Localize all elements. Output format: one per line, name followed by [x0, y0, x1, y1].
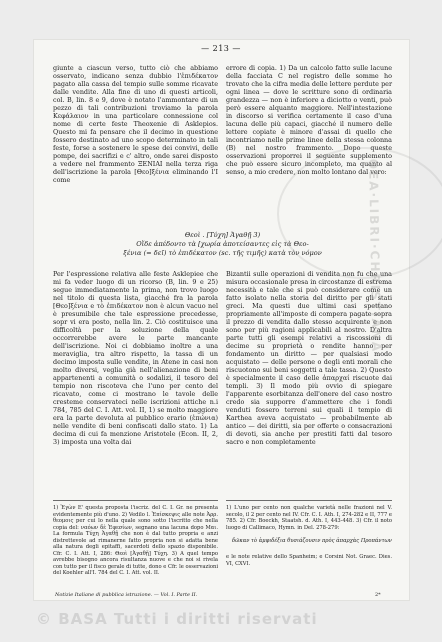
footnote-right-end: e le note relative dello Spanheim; e Corsini Not. Graec. Dies. VI, CXVI. — [226, 554, 392, 567]
right-column-top: errore di copia. 1) Da un calcolo fatto sulle lacune della facciata C nel registro delle somme ho trovato che la cifra media delle lettere perdute per ogni linea — dove le scritture sono di ordinaria grandezza — non è inferiore a diciotto o venti, può però essere alquanto maggiore. Nell'intestazione in discorso si verifica certamente il caso d'una lacuna delle più capaci, giacché il numero delle lettere copiate è minore d'assai di quello che incontriamo nelle prime linee della stessa colonna (B) nel nostro frammento. Dopo queste osservazioni proporrei il seguente supplemento che può essere sicuro incompleto, ma quanto al senso, a mio credere, non molto lontano dal vero: — [226, 64, 392, 176]
formula-line-1: Θεοὶ . [Τύχη] Ἀγαθῇ 3) — [184, 231, 261, 239]
footer-signature-mark: 2* — [375, 592, 381, 598]
left-column-top: giunte a ciascun verso, tutto ciò che abbiamo osservato, indicano senza dubbio l'ἐπιδέκατον pagato alla cassa del tempio sulle somme ricavate dalle vendite. Alla fine di uno di questi articoli, col. B, lin. 8 e 9, dove è notato l'ammontare di un pezzo di tali contribuzioni troviamo la parola Κεφάλαιον in una particolare connessione col nome di certe feste Theoxenie di Asklepios. Questo mi fa pensare che il decimo in questione fossero destinato ad uno scopo determinato in tali feste, forse a sostenere le spese dei convivi, delle pompe, dei sacrifizi e c' altro, onde sarei disposto a vedere nel frammento ΞΕΝΙΑΙ nella terza riga dell'iscrizione la parola [Θεο]ξένια eliminando l'I come — [53, 64, 218, 184]
footer-publication-line: Notizie Italiane di pubblica istruzione. — Vol. I. Parte II. — [55, 592, 198, 598]
left-column-bottom: Per l'espressione relativa alle feste Asklepiee che mi fa veder luogo di un ricorso (B, lin. 9 e 25) segue immediatamente la prima, non trovo luogo nel titolo di questa lista, giacché fra la parola [Θεο]ξένια e τὸ ἐπιδέκατον non è alcun vacuo nel è presumibile che tale espressione precedesse, sopr vi era posto, nella lin. 2. Ciò costituisce una difficoltà per la soluzione della quale occorrerebbe avere le parte mancante dell'iscrizione. Noi ci dobbiamo inoltre a una meraviglia, tra altro rispetto, la tassa di un decimo imposta sulle vendite, in Atene in casi non molto diversi, veglia già nell'alienazione di beni appartenenti a comunità o sodalizi, il tesoro del tempio non riscoteva che l'uno per cento del ricavato, come ci mostrano le tavole delle cresteme conservateci nelle iscrizioni attiche n.i 784, 785 del C. I. Att. vol. II, 1) se molto maggiore era la parte devoluta al pubblico erario (ἐπώνια) nelle vendite di beni confiscati dallo stato. 1) La decima di cui fa menzione Aristotele (Econ. II, 2, 3) imposta una volta dai — [53, 270, 218, 446]
formula-line-3: ξένια (= δεῖ) τὸ ἐπιδέκατον (sc. τῆς τιμῆς) κατὰ τὸν νόμον — [123, 249, 322, 257]
footnote-greek-quote: δῶκαν τὸ ἀμφιδέξια θυσιάζουσιν πρὸς ἀπαρχὰς Προπάντων — [232, 538, 392, 544]
footnote-right: 1) L'uno per cento non qualche varietà nelle frazioni nel V. secolo, il 2 per cento nel IV. Cfr. C. I. Ath. I, 274-282 e II, 777 e 785. 2) Cfr. Boeckh, Staatsh. d. Ath. I, 443-448. 3) Cfr. il noto luogo di Callimaco, Hymn. in Del. 278-279: — [226, 505, 392, 531]
footnote-rule-right — [226, 500, 392, 501]
formula-line-2: Οἵδε ἀπέδοντο τὰ [χωρία ἀποτείσαντες εἰς τὰ Θεο- — [136, 240, 309, 248]
copyright-watermark: © BASA Tutti i diritti riservati — [36, 610, 318, 628]
footnote-left: 1) Ἐγὼν Ε' questa proposta l'iscriz. del C. I. Gr. ne presenta evidentemente più d'uno. 2) Vedilo l. Ἐπίσκεψις alle note Ἀρρ. θεομοις per cui lo nella quale sono sotto l'iscritto che nella copia del: ναόων δὲ Ἐφεσίων, segnano una lacuna dopo Μαι. La formula Τύχη Ἀγαθῇ che non è dal tutto propria e anzi distrettevole ad rimanerne fatto propria non si adatta bene alla natura degli epitaffi, sacerdoti dello spazio disponibile. Cfr. C. I. Att. I, 286: Θεοὶ [Ἀγαθῇ] Τύχη. 3) A quel tempo avrebbe bisogno ancora risultanza nuove e che noi si rivela con tutto per il fisco gerale di tutte, dono e Cfr. le osservazioni del Koehler all'I. 784 del C. I. Att. vol. II. — [53, 505, 218, 576]
right-column-bottom: Bizantii sulle operazioni di vendita non fu che una misura occasionale presa in circostanze di estrema necessità e tale che si può considerare come un fatto isolato nella storia del diritto per gli stati greci. Ma questi due ultimi casi spettano propriamente all'imposte di compera pagate sopra il prezzo di vendita dallo stesso acquirente e non sono per più ragioni applicabili al nostro. D'altra parte tutti gli esempi relativi a riscossioni di decime su proprietà o rendite hanno per fondamento un diritto — per qualsiasi modo acquistato — delle persone o degli enti morali che riscuotono sui beni soggetti a tale tassa. 2) Questo è specialmente il caso delle ἀπαρχαί riscuote dai templi. 3) Il modo più ovvio di spiegare l'apparente esorbitanza dell'onere del caso nostro credo sia supporre d'ammettere che i fondi venduti fossero terreni sui quali il tempio di Karthea aveva acquistato — probabilmente ab antico — dei diritti, sia per offerte o consacrazioni di devoti, sia anche per prestiti fatti dal tesoro sacro e non completamente — [226, 270, 392, 446]
footnote-rule-left — [53, 500, 218, 501]
page-number: — 213 — — [201, 44, 241, 53]
seal-watermark-text: OEA·LIBRI·CHRISTIANA — [366, 158, 384, 354]
